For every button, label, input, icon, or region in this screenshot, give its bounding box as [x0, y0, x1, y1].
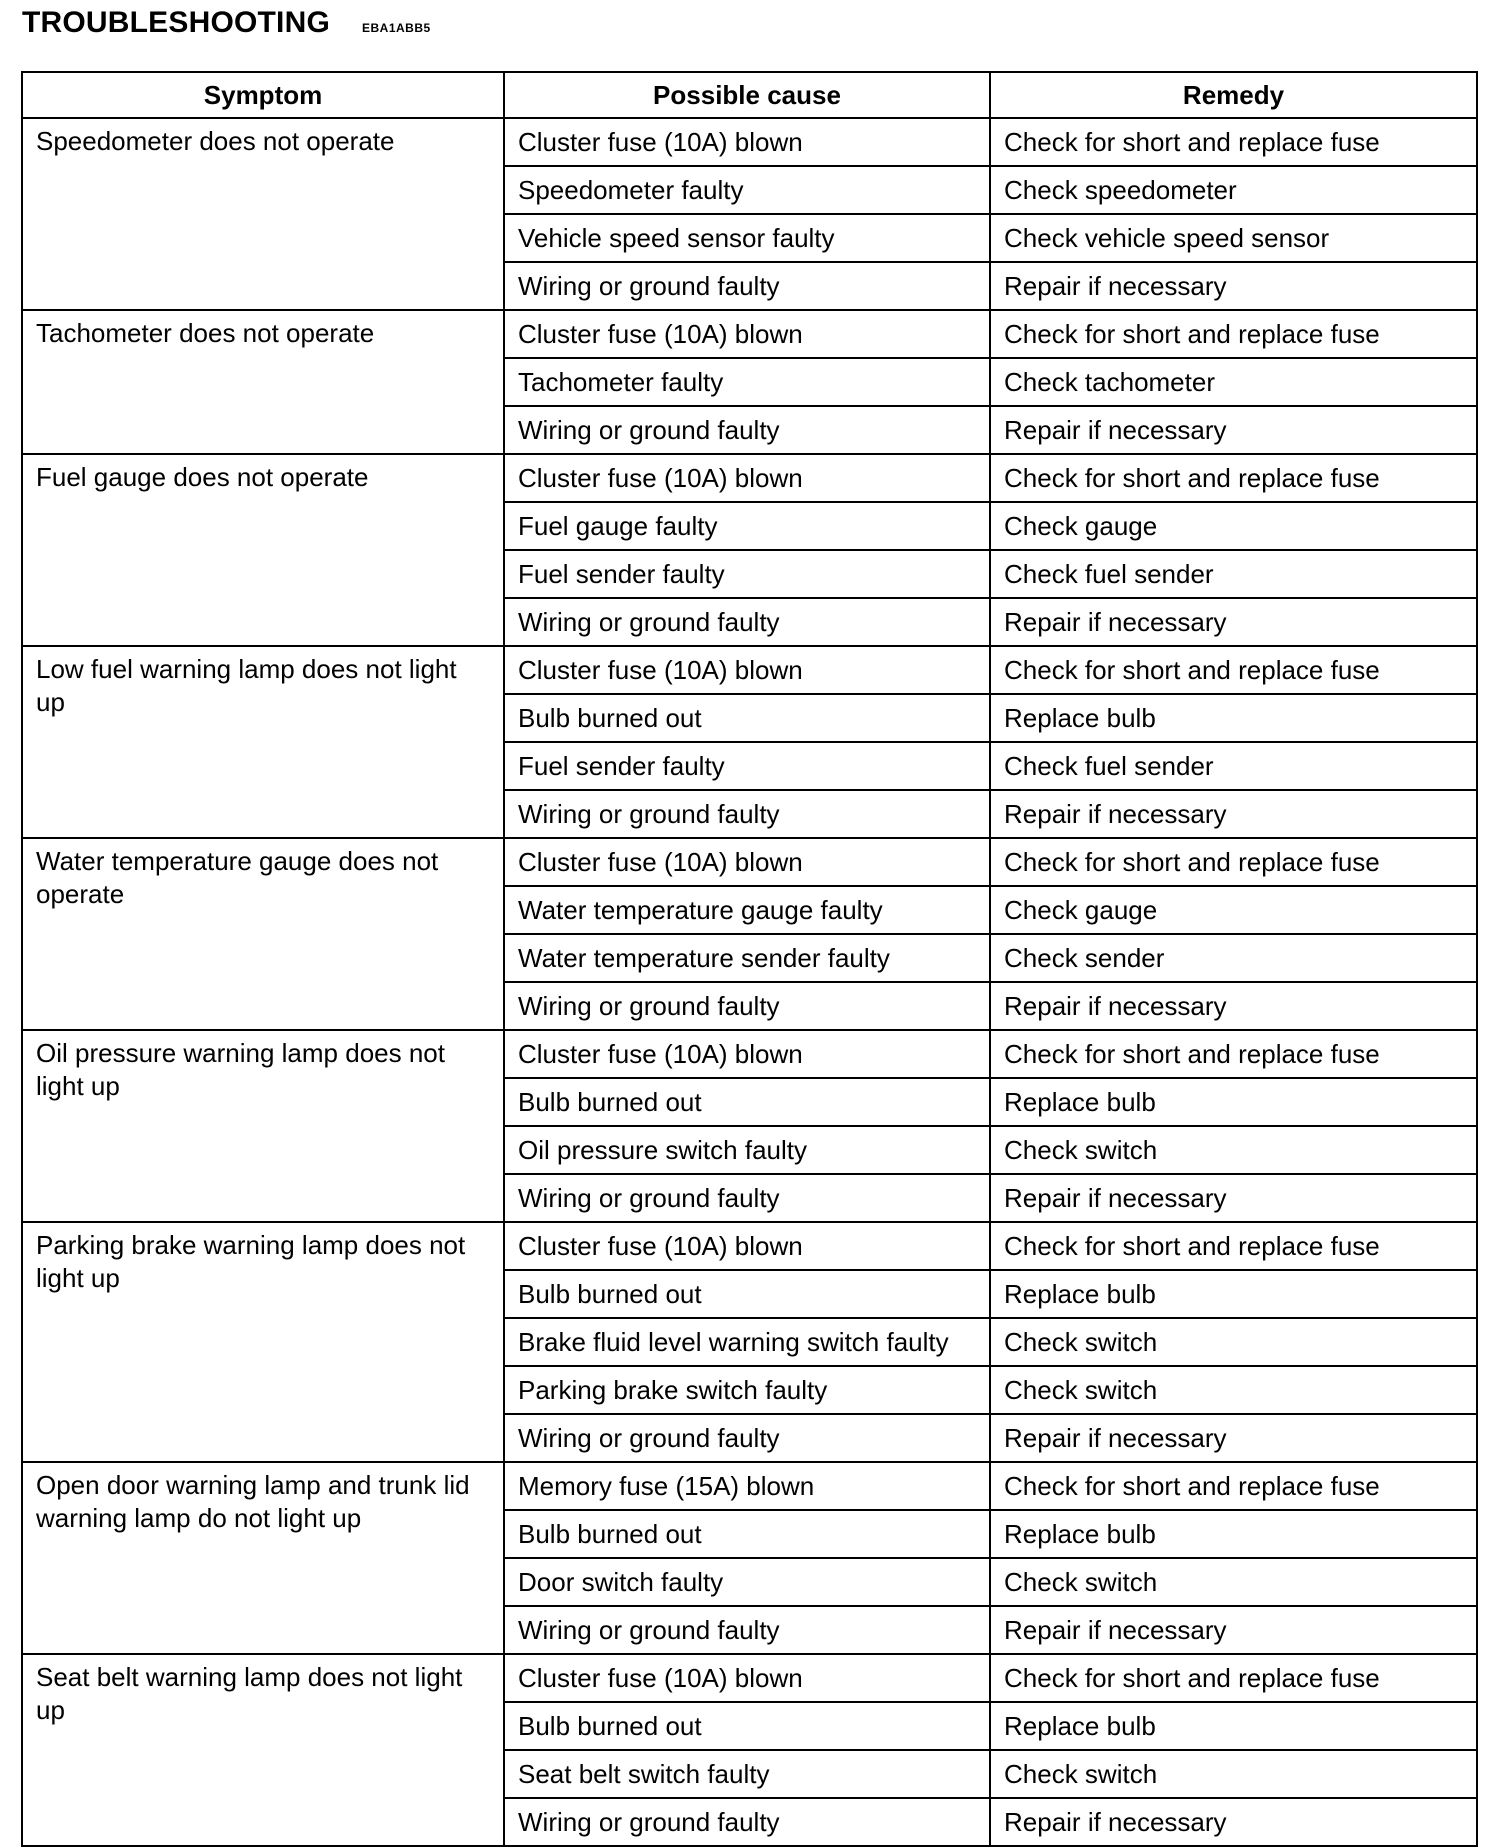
- possible-cause-cell: Seat belt switch faulty: [504, 1750, 990, 1798]
- possible-cause-cell: Cluster fuse (10A) blown: [504, 454, 990, 502]
- possible-cause-cell: Wiring or ground faulty: [504, 790, 990, 838]
- troubleshooting-table: [21, 71, 1478, 1847]
- possible-cause-cell: Wiring or ground faulty: [504, 598, 990, 646]
- symptom-cell: Open door warning lamp and trunk lid warning lamp do not light up: [22, 1462, 504, 1654]
- possible-cause-cell: Cluster fuse (10A) blown: [504, 646, 990, 694]
- table-row: [22, 1654, 1477, 1702]
- possible-cause-cell: Fuel sender faulty: [504, 550, 990, 598]
- symptom-cell: Oil pressure warning lamp does not light up: [22, 1030, 504, 1222]
- remedy-cell: Replace bulb: [990, 1702, 1477, 1750]
- remedy-cell: Check gauge: [990, 502, 1477, 550]
- symptom-cell: Water temperature gauge does not operate: [22, 838, 504, 1030]
- symptom-cell: Low fuel warning lamp does not light up: [22, 646, 504, 838]
- column-header-remedy: Remedy: [990, 72, 1477, 118]
- possible-cause-cell: Wiring or ground faulty: [504, 1174, 990, 1222]
- table-row: [22, 646, 1477, 694]
- possible-cause-cell: Wiring or ground faulty: [504, 982, 990, 1030]
- possible-cause-cell: Water temperature gauge faulty: [504, 886, 990, 934]
- possible-cause-cell: Cluster fuse (10A) blown: [504, 838, 990, 886]
- page-heading: [22, 6, 431, 46]
- remedy-cell: Check for short and replace fuse: [990, 454, 1477, 502]
- remedy-cell: Check for short and replace fuse: [990, 1462, 1477, 1510]
- table-row: [22, 454, 1477, 502]
- remedy-cell: Check vehicle speed sensor: [990, 214, 1477, 262]
- remedy-cell: Replace bulb: [990, 694, 1477, 742]
- remedy-cell: Check for short and replace fuse: [990, 1654, 1477, 1702]
- remedy-cell: Check gauge: [990, 886, 1477, 934]
- remedy-cell: Check sender: [990, 934, 1477, 982]
- possible-cause-cell: Wiring or ground faulty: [504, 262, 990, 310]
- possible-cause-cell: Cluster fuse (10A) blown: [504, 1030, 990, 1078]
- remedy-cell: Check for short and replace fuse: [990, 838, 1477, 886]
- remedy-cell: Repair if necessary: [990, 1414, 1477, 1462]
- possible-cause-cell: Speedometer faulty: [504, 166, 990, 214]
- possible-cause-cell: Bulb burned out: [504, 1510, 990, 1558]
- remedy-cell: Check tachometer: [990, 358, 1477, 406]
- possible-cause-cell: Wiring or ground faulty: [504, 406, 990, 454]
- possible-cause-cell: Wiring or ground faulty: [504, 1798, 990, 1846]
- remedy-cell: Repair if necessary: [990, 1798, 1477, 1846]
- remedy-cell: Check for short and replace fuse: [990, 310, 1477, 358]
- remedy-cell: Check for short and replace fuse: [990, 1222, 1477, 1270]
- remedy-cell: Check fuel sender: [990, 550, 1477, 598]
- remedy-cell: Repair if necessary: [990, 790, 1477, 838]
- remedy-cell: Check switch: [990, 1318, 1477, 1366]
- symptom-cell: Seat belt warning lamp does not light up: [22, 1654, 504, 1846]
- table-row: [22, 310, 1477, 358]
- possible-cause-cell: Water temperature sender faulty: [504, 934, 990, 982]
- remedy-cell: Replace bulb: [990, 1270, 1477, 1318]
- possible-cause-cell: Tachometer faulty: [504, 358, 990, 406]
- table-header-row: [22, 72, 1477, 118]
- remedy-cell: Repair if necessary: [990, 1606, 1477, 1654]
- possible-cause-cell: Bulb burned out: [504, 1702, 990, 1750]
- column-header-symptom: Symptom: [22, 72, 504, 118]
- possible-cause-cell: Cluster fuse (10A) blown: [504, 1654, 990, 1702]
- possible-cause-cell: Wiring or ground faulty: [504, 1414, 990, 1462]
- table-row: [22, 1462, 1477, 1510]
- possible-cause-cell: Brake fluid level warning switch faulty: [504, 1318, 990, 1366]
- remedy-cell: Repair if necessary: [990, 598, 1477, 646]
- possible-cause-cell: Cluster fuse (10A) blown: [504, 118, 990, 166]
- remedy-cell: Replace bulb: [990, 1510, 1477, 1558]
- possible-cause-cell: Cluster fuse (10A) blown: [504, 310, 990, 358]
- remedy-cell: Check switch: [990, 1366, 1477, 1414]
- remedy-cell: Repair if necessary: [990, 262, 1477, 310]
- remedy-cell: Repair if necessary: [990, 1174, 1477, 1222]
- table-row: [22, 1222, 1477, 1270]
- remedy-cell: Check speedometer: [990, 166, 1477, 214]
- table-body: [22, 118, 1477, 1846]
- remedy-cell: Check switch: [990, 1126, 1477, 1174]
- symptom-cell: Parking brake warning lamp does not light up: [22, 1222, 504, 1462]
- possible-cause-cell: Bulb burned out: [504, 1078, 990, 1126]
- table-row: [22, 838, 1477, 886]
- remedy-cell: Check switch: [990, 1750, 1477, 1798]
- possible-cause-cell: Bulb burned out: [504, 1270, 990, 1318]
- remedy-cell: Check switch: [990, 1558, 1477, 1606]
- remedy-cell: Repair if necessary: [990, 406, 1477, 454]
- table-row: [22, 118, 1477, 166]
- possible-cause-cell: Bulb burned out: [504, 694, 990, 742]
- page-title: TROUBLESHOOTING: [22, 6, 330, 39]
- possible-cause-cell: Door switch faulty: [504, 1558, 990, 1606]
- possible-cause-cell: Parking brake switch faulty: [504, 1366, 990, 1414]
- remedy-cell: Repair if necessary: [990, 982, 1477, 1030]
- possible-cause-cell: Oil pressure switch faulty: [504, 1126, 990, 1174]
- possible-cause-cell: Fuel gauge faulty: [504, 502, 990, 550]
- remedy-cell: Replace bulb: [990, 1078, 1477, 1126]
- possible-cause-cell: Fuel sender faulty: [504, 742, 990, 790]
- symptom-cell: Speedometer does not operate: [22, 118, 504, 310]
- remedy-cell: Check fuel sender: [990, 742, 1477, 790]
- symptom-cell: Fuel gauge does not operate: [22, 454, 504, 646]
- section-code: EBA1ABB5: [362, 21, 431, 35]
- remedy-cell: Check for short and replace fuse: [990, 1030, 1477, 1078]
- table-row: [22, 1030, 1477, 1078]
- possible-cause-cell: Cluster fuse (10A) blown: [504, 1222, 990, 1270]
- column-header-possible-cause: Possible cause: [504, 72, 990, 118]
- possible-cause-cell: Memory fuse (15A) blown: [504, 1462, 990, 1510]
- possible-cause-cell: Vehicle speed sensor faulty: [504, 214, 990, 262]
- possible-cause-cell: Wiring or ground faulty: [504, 1606, 990, 1654]
- symptom-cell: Tachometer does not operate: [22, 310, 504, 454]
- remedy-cell: Check for short and replace fuse: [990, 118, 1477, 166]
- remedy-cell: Check for short and replace fuse: [990, 646, 1477, 694]
